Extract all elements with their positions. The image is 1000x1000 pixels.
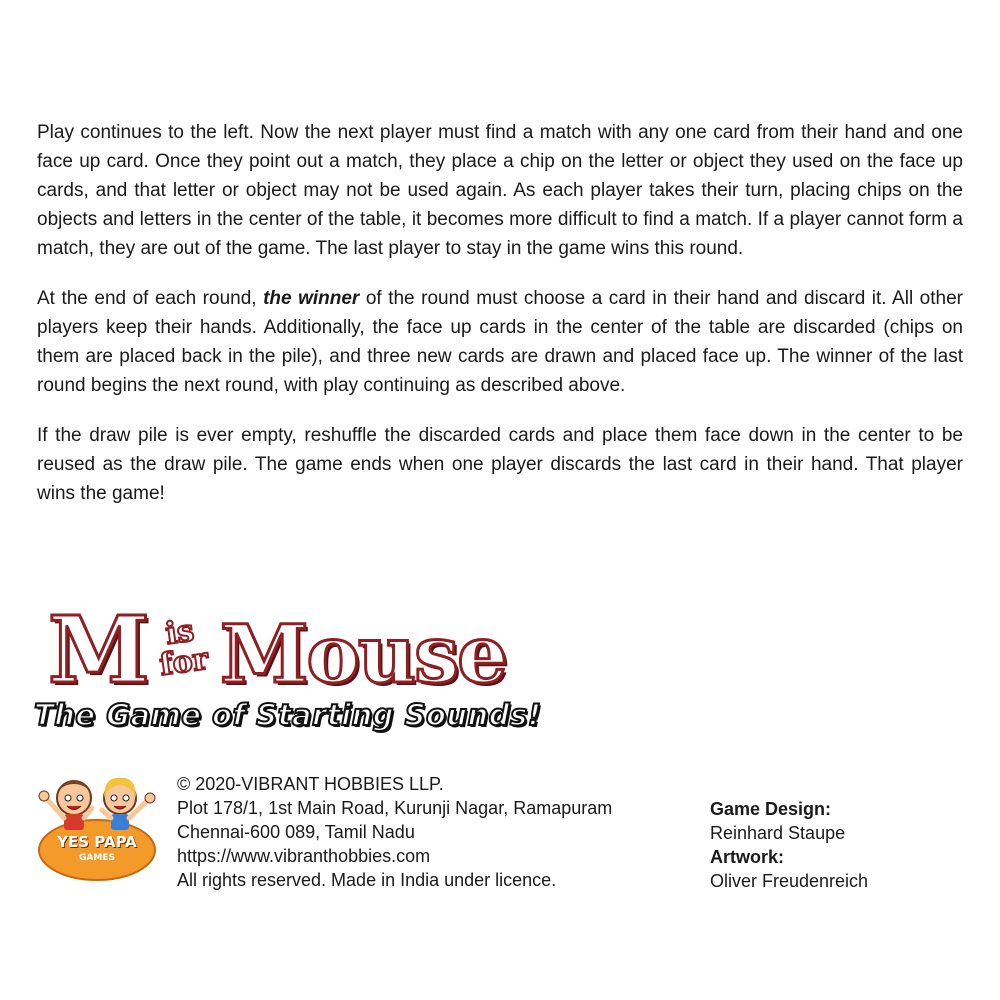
logo-letter-m: M [48, 596, 150, 704]
game-logo [30, 596, 542, 750]
publisher-name: YES PAPA [57, 833, 137, 851]
logo-word-mouse: Mouse [220, 607, 507, 701]
website-line: https://www.vibranthobbies.com [177, 846, 431, 866]
address-line: Chennai-600 089, Tamil Nadu [177, 822, 415, 842]
rules-paragraph: If the draw pile is ever empty, reshuffle the discarded cards and place them face down in the center to be reused as the draw pile. The game ends when one player discards the last card in their hand. That player wins the game! [37, 425, 963, 504]
publisher-logo [32, 768, 162, 888]
publisher-sub: GAMES [79, 853, 115, 863]
credits [710, 797, 970, 893]
credit-name-artwork: Oliver Freudenreich [710, 871, 869, 891]
copyright-line: © 2020-VIBRANT HOBBIES LLP. [177, 774, 444, 794]
rules-text [37, 118, 963, 529]
logo-tagline: The Game of Starting Sounds! [34, 698, 542, 732]
rules-text-run: of the round must choose a card in their hand and discard it. All other players keep their hands. Additionally, the face up cards in the center of the table are discarded (chips on them are placed back in the pile), and three new cards are drawn and placed face up. The winner of the last round begins the next round, with play continuing as described above. [37, 288, 963, 396]
address-line: Plot 178/1, 1st Main Road, Kurunji Nagar, Ramapuram [177, 798, 613, 818]
logo-is-for: is for [157, 613, 211, 684]
credit-role-artwork: Artwork: [710, 847, 785, 867]
company-info [177, 772, 677, 892]
rules-paragraph: Play continues to the left. Now the next player must find a match with any one card from their hand and one face up card. Once they point out a match, they place a chip on the letter or object they used on the face up cards, and that letter or object may not be used again. As each player takes their turn, placing chips on the objects and letters in the center of the table, it becomes more difficult to find a match. If a player cannot form a match, they are out of the game. The last player to stay in the game wins this round. [37, 122, 963, 259]
credit-role-design: Game Design: [710, 799, 832, 819]
kids-mascot-icon [32, 768, 162, 888]
credit-name-design: Reinhard Staupe [710, 823, 846, 843]
rules-paragraph [37, 284, 963, 400]
rights-line: All rights reserved. Made in India under licence. [177, 870, 557, 890]
rules-text-run: At the end of each round, [37, 288, 264, 309]
rules-emphasis: the winner [263, 288, 360, 309]
